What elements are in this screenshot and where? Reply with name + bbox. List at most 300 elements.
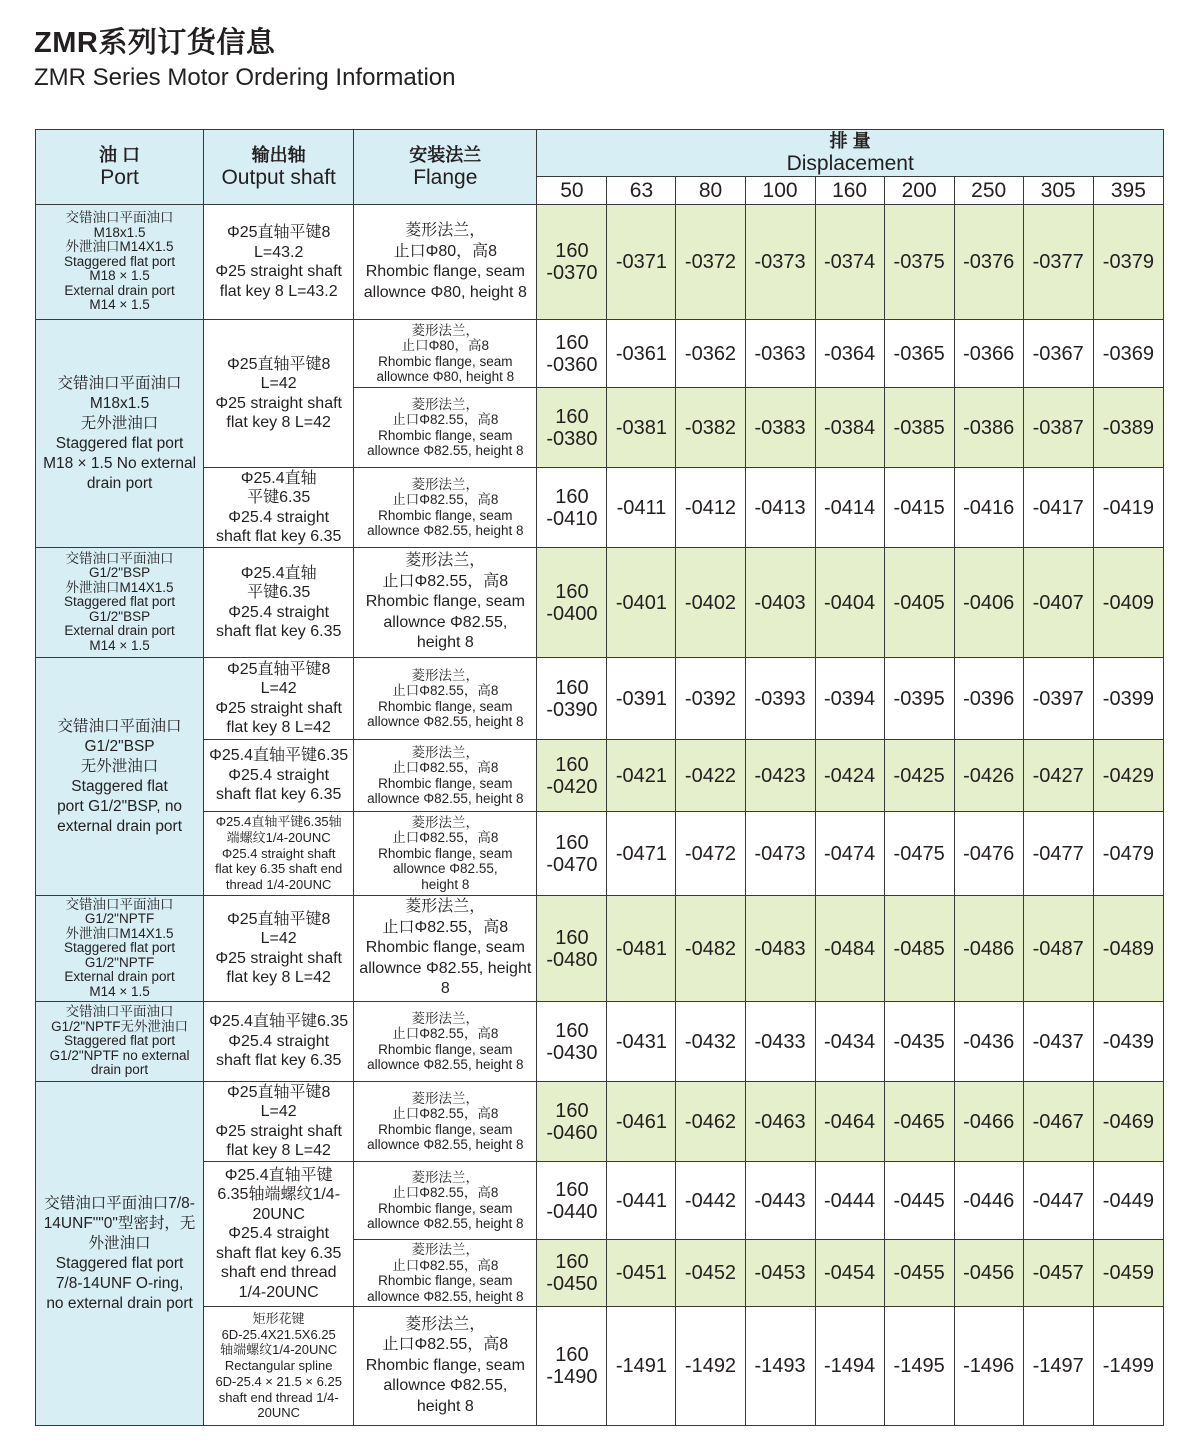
shaft-cell: [204, 548, 354, 658]
flange-cell: [354, 812, 537, 896]
text-line: Staggered flat port: [64, 253, 176, 269]
model-code-cell: -0459: [1093, 1240, 1163, 1307]
table-row: [36, 1307, 1164, 1426]
text-line: 菱形法兰，: [411, 744, 480, 760]
port-header-en: Port: [100, 166, 139, 189]
text-line: L=42: [260, 375, 297, 392]
model-code-cell: -0361: [607, 320, 676, 388]
model-code-cell: -0432: [676, 1002, 745, 1082]
model-code-cell: -0426: [954, 740, 1023, 812]
model-code-cell: -1497: [1023, 1307, 1093, 1426]
text-line: 菱形法兰，: [405, 222, 486, 239]
shaft-cell: [204, 658, 354, 740]
model-code-cell: -0483: [745, 896, 815, 1002]
text-line: 无外泄油口: [80, 757, 159, 775]
model-code-cell: -0403: [745, 548, 815, 658]
model-code-cell: -0386: [954, 388, 1023, 468]
flange-cell: [354, 896, 537, 1002]
model-suffix: -0410: [546, 507, 598, 530]
model-code-cell: -0405: [884, 548, 954, 658]
model-code-cell: -0447: [1023, 1162, 1093, 1240]
shaft-cell: [204, 812, 354, 896]
text-line: 无外泄油口: [80, 414, 159, 432]
text-line: 止口Φ82.55，高8: [382, 1336, 509, 1354]
model-code-cell: [537, 468, 607, 548]
model-code-cell: -0396: [954, 658, 1023, 740]
model-code-cell: -0415: [884, 468, 954, 548]
text-line: M18x1.5: [89, 394, 150, 412]
model-code-cell: -0362: [676, 320, 745, 388]
text-line: 菱形法兰，: [411, 1090, 480, 1106]
text-line: allownce Φ82.55, height 8: [367, 1137, 524, 1152]
text-line: 20UNC: [257, 1405, 300, 1421]
text-line: G1/2"BSP: [89, 608, 151, 624]
model-suffix: -0470: [546, 853, 598, 876]
model-prefix: 160: [555, 405, 589, 428]
model-code-cell: -0452: [676, 1240, 745, 1307]
text-line: 止口Φ82.55，高8: [392, 492, 499, 507]
text-line: Φ25.4直轴平键6.35: [209, 747, 349, 765]
model-suffix: -0450: [546, 1273, 598, 1295]
model-code-cell: -0381: [607, 388, 676, 468]
shaft-header: [204, 130, 354, 205]
text-line: M18 × 1.5 No external: [43, 454, 197, 472]
model-code-cell: -0445: [884, 1162, 954, 1240]
text-line: no external drain port: [46, 1294, 193, 1312]
text-line: 7/8-14UNF O-ring,: [55, 1274, 184, 1292]
model-code-cell: -0479: [1093, 812, 1163, 896]
model-code-cell: -0464: [815, 1082, 884, 1162]
port-header-cn: 油 口: [99, 145, 141, 165]
text-line: 交错油口平面油口: [57, 374, 182, 392]
model-code-cell: -0377: [1023, 205, 1093, 320]
model-code-cell: -0429: [1093, 740, 1163, 812]
model-prefix: 160: [555, 1019, 589, 1042]
model-code-cell: -0456: [954, 1240, 1023, 1307]
model-code-cell: [537, 1162, 607, 1240]
port-cell: [36, 658, 204, 896]
model-code-cell: -0484: [815, 896, 884, 1002]
flange-cell: [354, 1002, 537, 1082]
model-prefix: 160: [555, 1344, 589, 1366]
model-code-cell: -0414: [815, 468, 884, 548]
model-code-cell: [537, 740, 607, 812]
model-code-cell: -1492: [676, 1307, 745, 1426]
text-line: M18 × 1.5: [89, 268, 150, 284]
text-line: Rhombic flange, seam: [365, 939, 525, 957]
shaft-header-cn: 输出轴: [251, 145, 306, 165]
text-line: Φ25 straight shaft: [215, 949, 342, 967]
flange-cell: [354, 1162, 537, 1240]
model-suffix: -0480: [546, 948, 598, 971]
model-code-cell: -0409: [1093, 548, 1163, 658]
model-prefix: 160: [555, 1178, 589, 1201]
text-line: Rhombic flange, seam: [378, 353, 513, 369]
model-code-cell: -0461: [607, 1082, 676, 1162]
port-cell: [36, 1002, 204, 1082]
model-code-cell: -0434: [815, 1002, 884, 1082]
model-suffix: -0360: [546, 353, 598, 376]
model-code-cell: [537, 205, 607, 320]
model-code-cell: -1494: [815, 1307, 884, 1426]
text-line: External drain port: [64, 969, 175, 985]
text-line: Rhombic flange, seam: [378, 1200, 513, 1216]
model-code-cell: -0466: [954, 1082, 1023, 1162]
model-code-cell: -0481: [607, 896, 676, 1002]
text-line: 菱形法兰，: [411, 1242, 480, 1257]
text-line: shaft flat key 6.35: [215, 623, 342, 640]
text-line: height 8: [416, 634, 474, 652]
text-line: 交错油口平面油口: [65, 210, 174, 226]
model-code-cell: -0411: [607, 468, 676, 548]
flange-cell: [354, 320, 537, 388]
text-line: L=42: [260, 1103, 297, 1120]
text-line: flat key 8 L=42: [226, 969, 331, 986]
flange-header-en: Flange: [413, 166, 478, 189]
text-line: flat key 6.35 shaft end: [215, 861, 343, 877]
model-code-cell: -0436: [954, 1002, 1023, 1082]
text-line: L=42: [260, 680, 297, 697]
text-line: allownce Φ80, height 8: [363, 283, 527, 301]
text-line: G1/2"NPTF无外泄油口: [51, 1018, 188, 1034]
text-line: 菱形法兰，: [411, 476, 480, 492]
text-line: Staggered flat: [71, 777, 168, 795]
flange-cell: [354, 205, 537, 320]
model-code-cell: -0363: [745, 320, 815, 388]
model-prefix: 160: [555, 753, 589, 776]
model-code-cell: -0421: [607, 740, 676, 812]
text-line: Φ25直轴平键8: [226, 355, 331, 373]
model-code-cell: [537, 896, 607, 1002]
model-prefix: 160: [555, 926, 589, 949]
model-code-cell: -0382: [676, 388, 745, 468]
shaft-cell: [204, 1307, 354, 1426]
text-line: Rhombic flange, seam: [365, 593, 525, 611]
model-code-cell: [537, 812, 607, 896]
table-row: [36, 1082, 1164, 1162]
model-code-cell: -0384: [815, 388, 884, 468]
text-line: 20UNC: [252, 1205, 305, 1223]
text-line: drain port: [91, 1062, 149, 1078]
text-line: Φ25.4直轴平键6.35轴: [215, 814, 342, 829]
model-code-cell: -0393: [745, 658, 815, 740]
displacement-395: 395: [1093, 177, 1163, 205]
model-code-cell: -0404: [815, 548, 884, 658]
text-line: 止口Φ82.55，高8: [392, 1026, 499, 1041]
displacement-header-cn: 排 量: [829, 131, 871, 151]
text-line: 外泄油口M14X1.5: [65, 579, 174, 595]
text-line: 1/4-20UNC: [238, 1283, 319, 1301]
model-code-cell: -0374: [815, 205, 884, 320]
text-line: 止口Φ82.55，高8: [382, 572, 509, 590]
text-line: Φ25 straight shaft: [215, 263, 342, 280]
text-line: 轴端螺纹1/4-20UNC: [220, 1342, 338, 1358]
model-code-cell: -0427: [1023, 740, 1093, 812]
text-line: shaft end thread 1/4-: [218, 1389, 339, 1405]
text-line: height 8: [416, 1397, 474, 1415]
text-line: Rectangular spline: [224, 1358, 333, 1374]
text-line: 止口Φ82.55，高8: [382, 918, 509, 936]
displacement-header: [537, 130, 1164, 177]
text-line: allownce Φ82.55, height 8: [359, 959, 532, 998]
model-code-cell: -1495: [884, 1307, 954, 1426]
model-prefix: 160: [555, 676, 589, 699]
flange-cell: [354, 1307, 537, 1426]
text-line: Φ25直轴平键8: [226, 910, 331, 928]
text-line: 交错油口平面油口: [65, 550, 174, 566]
text-line: flat key 8 L=42: [226, 719, 331, 736]
shaft-cell: [204, 320, 354, 468]
model-prefix: 160: [555, 831, 589, 854]
text-line: Φ25.4 straight: [228, 1225, 330, 1243]
model-code-cell: -0485: [884, 896, 954, 1002]
model-code-cell: -0471: [607, 812, 676, 896]
model-code-cell: -0454: [815, 1240, 884, 1307]
model-code-cell: -0379: [1093, 205, 1163, 320]
text-line: 外泄油口M14X1.5: [65, 925, 174, 941]
text-line: shaft end thread: [220, 1264, 337, 1282]
model-code-cell: -0487: [1023, 896, 1093, 1002]
model-code-cell: -0406: [954, 548, 1023, 658]
text-line: Φ25 straight shaft: [215, 699, 342, 717]
text-line: G1/2"NPTF no external: [49, 1047, 190, 1063]
text-line: 止口Φ82.55，高8: [392, 683, 499, 698]
shaft-cell: [204, 1082, 354, 1162]
text-line: allownce Φ82.55, height 8: [367, 791, 524, 806]
text-line: Staggered flat port: [55, 434, 184, 452]
model-prefix: 160: [555, 331, 589, 354]
text-line: M18x1.5: [93, 224, 146, 240]
model-prefix: 160: [555, 1099, 589, 1122]
model-code-cell: -0407: [1023, 548, 1093, 658]
model-code-cell: -0465: [884, 1082, 954, 1162]
model-code-cell: -0482: [676, 896, 745, 1002]
table-row: [36, 468, 1164, 548]
model-code-cell: -0462: [676, 1082, 745, 1162]
text-line: 交错油口平面油口: [65, 1004, 174, 1020]
displacement-100: 100: [745, 177, 815, 205]
page-title-cn: ZMR系列订货信息: [34, 27, 276, 59]
model-code-cell: -0444: [815, 1162, 884, 1240]
model-code-cell: -0435: [884, 1002, 954, 1082]
flange-header-cn: 安装法兰: [409, 145, 482, 165]
text-line: G1/2"NPTF: [84, 911, 155, 927]
text-line: L=43.2: [253, 243, 304, 261]
model-prefix: 160: [555, 240, 589, 262]
model-suffix: -0420: [546, 775, 598, 798]
text-line: 菱形法兰，: [411, 667, 480, 683]
model-code-cell: -0373: [745, 205, 815, 320]
flange-header: [354, 130, 537, 205]
port-cell: [36, 896, 204, 1002]
text-line: drain port: [86, 474, 153, 492]
shaft-cell: [204, 896, 354, 1002]
model-code-cell: -0449: [1093, 1162, 1163, 1240]
text-line: Rhombic flange, seam: [378, 1273, 513, 1288]
model-code-cell: -0472: [676, 812, 745, 896]
port-header: [36, 130, 204, 205]
text-line: Φ25.4直轴: [240, 469, 317, 487]
text-line: External drain port: [64, 282, 175, 298]
model-code-cell: -0437: [1023, 1002, 1093, 1082]
text-line: G1/2"NPTF: [84, 954, 155, 970]
text-line: 止口Φ82.55，高8: [392, 412, 499, 427]
text-line: Φ25 straight shaft: [215, 1122, 342, 1140]
text-line: 菱形法兰，: [411, 1169, 480, 1185]
model-code-cell: [537, 1082, 607, 1162]
text-line: Rhombic flange, seam: [378, 427, 513, 443]
text-line: Φ25直轴平键8: [226, 660, 331, 678]
model-code-cell: -0385: [884, 388, 954, 468]
model-code-cell: -0439: [1093, 1002, 1163, 1082]
text-line: Φ25.4 straight: [228, 1032, 330, 1050]
text-line: allownce Φ82.55, height 8: [367, 1057, 524, 1072]
model-code-cell: -1499: [1093, 1307, 1163, 1426]
text-line: allownce Φ82.55,: [383, 1377, 508, 1395]
text-line: 菱形法兰，: [405, 1315, 486, 1333]
displacement-50: 50: [537, 177, 607, 205]
model-suffix: -1490: [546, 1366, 598, 1388]
text-line: shaft flat key 6.35: [215, 786, 342, 804]
model-code-cell: -0446: [954, 1162, 1023, 1240]
model-code-cell: -0423: [745, 740, 815, 812]
model-code-cell: -0383: [745, 388, 815, 468]
model-code-cell: -0457: [1023, 1240, 1093, 1307]
text-line: external drain port: [57, 817, 183, 835]
text-line: Rhombic flange, seam: [378, 1041, 513, 1057]
text-line: Rhombic flange, seam: [378, 698, 513, 714]
model-code-cell: -0486: [954, 896, 1023, 1002]
displacement-160: 160: [815, 177, 884, 205]
model-code-cell: [537, 1307, 607, 1426]
text-line: height 8: [421, 876, 470, 892]
model-code-cell: [537, 320, 607, 388]
model-code-cell: -0417: [1023, 468, 1093, 548]
text-line: Rhombic flange, seam: [365, 1356, 525, 1374]
text-line: Φ25.4直轴: [240, 564, 317, 582]
flange-cell: [354, 548, 537, 658]
model-prefix: 160: [555, 1251, 589, 1273]
model-code-cell: -0475: [884, 812, 954, 896]
model-code-cell: -0369: [1093, 320, 1163, 388]
text-line: allownce Φ82.55, height 8: [367, 1288, 524, 1304]
text-line: thread 1/4-20UNC: [225, 877, 332, 893]
model-code-cell: -0455: [884, 1240, 954, 1307]
text-line: 止口Φ82.55，高8: [392, 1185, 499, 1200]
model-suffix: -0400: [546, 602, 598, 625]
text-line: M14 × 1.5: [89, 297, 150, 313]
displacement-80: 80: [676, 177, 745, 205]
table-row: [36, 320, 1164, 388]
model-suffix: -0460: [546, 1121, 598, 1144]
text-line: allownce Φ82.55, height 8: [367, 443, 524, 458]
text-line: Rhombic flange, seam: [378, 1121, 513, 1137]
text-line: Φ25.4 straight: [228, 508, 330, 526]
model-code-cell: -0364: [815, 320, 884, 388]
model-code-cell: -0489: [1093, 896, 1163, 1002]
port-cell: [36, 1082, 204, 1426]
text-line: flat key 8 L=42: [226, 1142, 331, 1159]
model-code-cell: -0422: [676, 740, 745, 812]
model-code-cell: -0441: [607, 1162, 676, 1240]
port-cell: [36, 548, 204, 658]
model-code-cell: -0431: [607, 1002, 676, 1082]
text-line: shaft flat key 6.35: [215, 1052, 342, 1070]
text-line: G1/2"BSP: [89, 565, 151, 581]
text-line: 菱形法兰，: [411, 1010, 480, 1026]
text-line: 菱形法兰，: [411, 322, 480, 338]
text-line: 交错油口平面油口7/8-: [44, 1194, 195, 1212]
model-code-cell: -0372: [676, 205, 745, 320]
displacement-250: 250: [954, 177, 1023, 205]
model-code-cell: -0399: [1093, 658, 1163, 740]
text-line: External drain port: [64, 623, 175, 639]
text-line: 6.35轴端螺纹1/4-: [217, 1186, 341, 1204]
model-code-cell: -0401: [607, 548, 676, 658]
model-code-cell: -0416: [954, 468, 1023, 548]
model-code-cell: -0413: [745, 468, 815, 548]
table-row: [36, 548, 1164, 658]
text-line: 菱形法兰，: [411, 396, 480, 412]
text-line: Φ25 straight shaft: [215, 394, 342, 412]
text-line: allownce Φ82.55, height 8: [367, 714, 524, 729]
model-code-cell: [537, 548, 607, 658]
model-suffix: -0380: [546, 427, 598, 450]
model-code-cell: -0442: [676, 1162, 745, 1240]
model-code-cell: -0463: [745, 1082, 815, 1162]
model-code-cell: -0473: [745, 812, 815, 896]
model-prefix: 160: [555, 580, 589, 603]
flange-cell: [354, 1082, 537, 1162]
model-code-cell: -0419: [1093, 468, 1163, 548]
flange-cell: [354, 1240, 537, 1307]
text-line: port G1/2"BSP, no: [57, 797, 183, 815]
displacement-63: 63: [607, 177, 676, 205]
text-line: allownce Φ82.55, height 8: [367, 1216, 524, 1231]
displacement-header-en: Displacement: [786, 152, 914, 175]
text-line: 菱形法兰，: [405, 898, 486, 916]
text-line: G1/2"BSP: [84, 737, 155, 755]
model-code-cell: [537, 658, 607, 740]
displacement-305: 305: [1023, 177, 1093, 205]
text-line: flat key 8 L=43.2: [219, 282, 338, 300]
text-line: M14 × 1.5: [89, 983, 150, 999]
model-code-cell: -0412: [676, 468, 745, 548]
text-line: allownce Φ82.55,: [383, 613, 508, 631]
text-line: 矩形花键: [252, 1310, 305, 1326]
text-line: Rhombic flange, seam: [378, 507, 513, 523]
text-line: Φ25.4直轴平键: [224, 1166, 333, 1184]
model-code-cell: -0453: [745, 1240, 815, 1307]
text-line: Φ25.4 straight shaft: [221, 845, 336, 861]
text-line: 外泄油口M14X1.5: [65, 239, 174, 255]
model-code-cell: -0467: [1023, 1082, 1093, 1162]
header-row-1: [36, 130, 1164, 177]
text-line: 止口Φ82.55，高8: [392, 1257, 499, 1273]
port-cell: [36, 320, 204, 548]
model-code-cell: -0402: [676, 548, 745, 658]
model-code-cell: -0443: [745, 1162, 815, 1240]
text-line: 菱形法兰，: [405, 552, 486, 570]
text-line: 交错油口平面油口: [57, 717, 182, 735]
shaft-header-en: Output shaft: [221, 166, 336, 189]
text-line: flat key 8 L=42: [226, 414, 331, 431]
text-line: allownce Φ82.55, height 8: [367, 523, 524, 538]
text-line: shaft flat key 6.35: [215, 1244, 342, 1262]
page-title-en: ZMR Series Motor Ordering Information: [34, 64, 456, 91]
flange-cell: [354, 388, 537, 468]
text-line: 菱形法兰，: [411, 814, 480, 830]
